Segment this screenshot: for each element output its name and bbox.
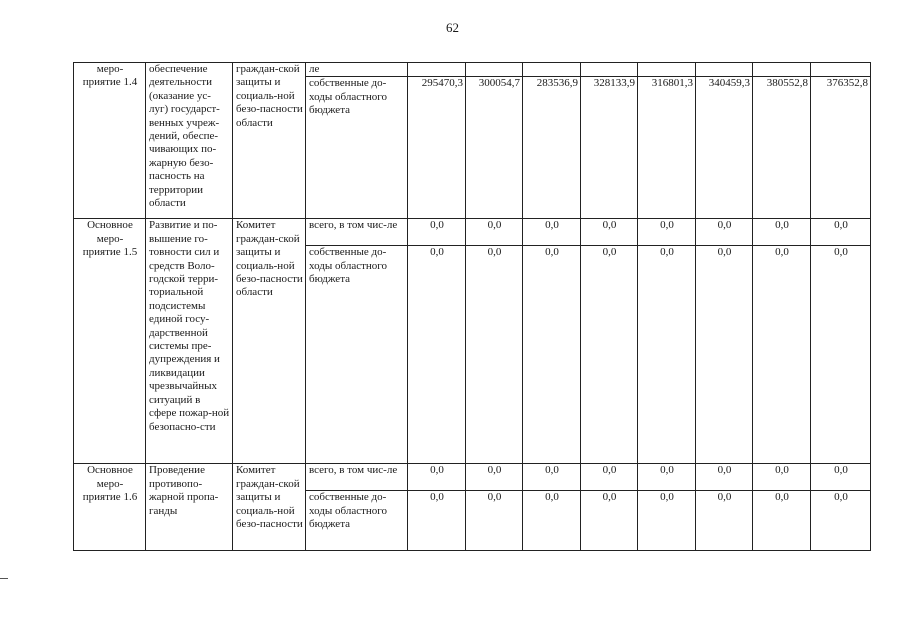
value-cell: 0,0 [466,246,523,464]
value-cell: 0,0 [466,219,523,246]
value-cell: 0,0 [753,491,811,551]
value-cell: 0,0 [408,464,466,491]
value-cell: 316801,3 [638,77,696,219]
value-cell: 295470,3 [408,77,466,219]
value-cell: 0,0 [811,219,871,246]
value-cell: 0,0 [581,491,638,551]
value-cell: 0,0 [408,246,466,464]
value-cell: 0,0 [638,246,696,464]
page-number: 62 [446,20,459,35]
value-cell: 0,0 [696,464,753,491]
value-cell: 0,0 [753,219,811,246]
value-cell: 0,0 [811,491,871,551]
budget-table [73,62,871,551]
value-cell: 0,0 [753,246,811,464]
description-cell: Развитие и по-вышение го-товности сил и средств Воло-годской терри-ториальной подсистемы единой госу-дарственной системы пре-дупреждения и ликвидации чрезвычайных ситуаций в сфере пожар-ной безопасно-сти [146,219,233,464]
executor-cell: граждан-ской защиты и социаль-ной безо-пасности области [233,63,306,219]
value-cell: 328133,9 [581,77,638,219]
executor-cell: Комитет граждан-ской защиты и социаль-ной безо-пасности области [233,219,306,464]
value-cell: 0,0 [408,219,466,246]
value-cell: 0,0 [466,464,523,491]
value-cell: 0,0 [523,246,581,464]
value-cell: 0,0 [523,491,581,551]
value-cell: 0,0 [696,491,753,551]
value-cell: 300054,7 [466,77,523,219]
table-row [74,63,871,77]
value-cell: 0,0 [638,491,696,551]
table-row [74,219,871,246]
executor-cell: Комитет граждан-ской защиты и социаль-ной безо-пасности [233,464,306,551]
value-cell: 0,0 [638,464,696,491]
value-cell: 0,0 [523,464,581,491]
value-cell: 0,0 [811,246,871,464]
value-cell: 0,0 [581,464,638,491]
value-cell: 340459,3 [696,77,753,219]
value-cell: 380552,8 [753,77,811,219]
margin-mark [0,578,8,579]
source-cell: собственные до-ходы областного бюджета [306,77,408,219]
value-cell: 0,0 [638,219,696,246]
source-cell: собственные до-ходы областного бюджета [306,246,408,464]
value-cell: 0,0 [811,464,871,491]
value-cell: 0,0 [696,219,753,246]
value-cell: 0,0 [581,219,638,246]
description-cell: Проведение противопо-жарной пропа-ганды [146,464,233,551]
source-cell: собственные до-ходы областного бюджета [306,491,408,551]
value-cell: 0,0 [466,491,523,551]
source-cell: ле [306,63,408,77]
table-row [74,464,871,491]
source-cell: всего, в том чис-ле [306,464,408,491]
value-cell: 0,0 [581,246,638,464]
value-cell: 376352,8 [811,77,871,219]
value-cell: 0,0 [408,491,466,551]
measure-cell: Основное меро- приятие 1.6 [74,464,146,551]
value-cell: 0,0 [753,464,811,491]
value-cell: 0,0 [523,219,581,246]
value-cell: 283536,9 [523,77,581,219]
measure-cell: Основное меро- приятие 1.5 [74,219,146,464]
source-cell: всего, в том чис-ле [306,219,408,246]
value-cell: 0,0 [696,246,753,464]
measure-cell: меро- приятие 1.4 [74,63,146,219]
description-cell: обеспечение деятельности (оказание ус-луг) государст-венных учреж-дений, обеспе-чивающих по-жарную безо-пасность на территории области [146,63,233,219]
